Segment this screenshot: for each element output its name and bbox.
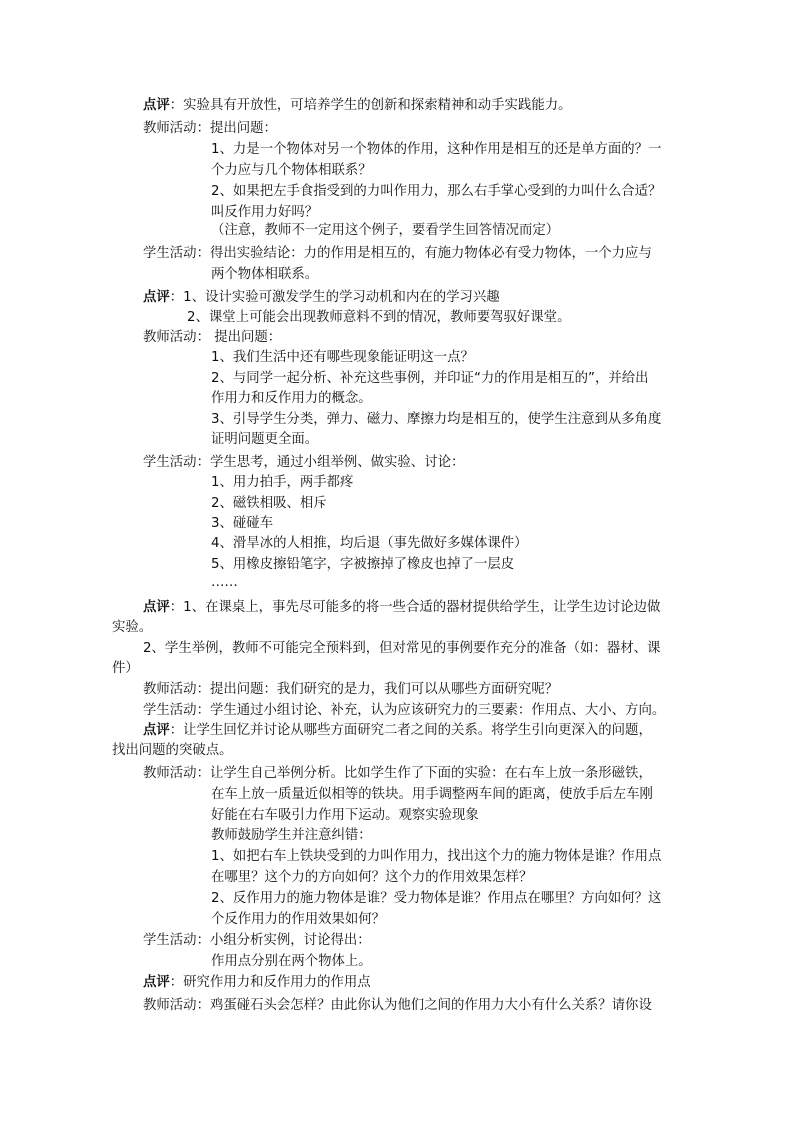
paragraph-line: 作用点分别在两个物体上。 — [211, 954, 372, 969]
paragraph-line: 2、课堂上可能会出现教师意料不到的情况，教师要驾驭好课堂。 — [187, 310, 571, 325]
teacher-activity-line — [143, 119, 277, 139]
comment-text: ：实验具有开放性，可培养学生的创新和探索精神和动手实践能力。 — [169, 98, 572, 113]
paragraph-line: 个反作用力的作用效果如何？ — [211, 912, 386, 927]
paragraph-line: 实验。 — [112, 620, 153, 635]
paragraph-line: 3、引导学生分类，弹力、磁力、摩擦力均是相互的，使学生注意到从多角度 — [211, 412, 662, 427]
comment-label: 点评 — [143, 600, 170, 615]
paragraph-line: 在车上放一质量近似相等的铁块。用手调整两车间的距离，使放手后左车刚 — [211, 787, 653, 802]
comment-line — [143, 598, 660, 618]
comment-line — [143, 721, 652, 741]
paragraph-line: （注意，教师不一定用这个例子，要看学生回答情况而定） — [211, 223, 560, 238]
teacher-activity-label: 教师活动 — [143, 330, 197, 345]
teacher-activity-text: ：提出问题： — [196, 121, 277, 136]
comment-text: ：1、设计实验可激发学生的学习动机和内在的学习兴趣 — [169, 290, 500, 305]
comment-text: ：研究作用力和反作用力的作用点 — [169, 975, 371, 990]
student-activity-line — [143, 931, 371, 951]
student-activity-line — [143, 244, 652, 264]
comment-label: 点评 — [143, 98, 170, 113]
student-activity-line — [143, 701, 665, 721]
paragraph-line: 在哪里？这个力的方向如何？这个力的作用效果怎样？ — [211, 870, 533, 885]
comment-text: ：让学生回忆并讨论从哪些方面研究二者之间的关系。将学生引向更深入的问题， — [169, 723, 652, 738]
teacher-activity-text: ：让学生自己举例分析。比如学生作了下面的实验：在右车上放一条形磁铁， — [196, 766, 652, 781]
student-activity-text: ：学生思考，通过小组举例、做实验、讨论： — [196, 455, 465, 470]
paragraph-line: 两个物体相联系。 — [211, 267, 319, 282]
list-item: 2、磁铁相吸、相斥 — [211, 496, 327, 511]
paragraph-line: 找出问题的突破点。 — [112, 743, 233, 758]
student-activity-text: ：学生通过小组讨论、补充，认为应该研究力的三要素：作用点、大小、方向。 — [196, 703, 666, 718]
paragraph-line: 2、反作用力的施力物体是谁？受力物体是谁？作用点在哪里？方向如何？这 — [211, 891, 662, 906]
comment-line — [143, 96, 572, 116]
student-activity-label: 学生活动 — [143, 703, 197, 718]
comment-label: 点评 — [143, 975, 170, 990]
comment-text: ：1、在课桌上，事先尽可能多的将一些合适的器材提供给学生，让学生边讨论边做 — [169, 600, 661, 615]
teacher-activity-label: 教师活动 — [143, 682, 197, 697]
student-activity-text: ：小组分析实例，讨论得出： — [196, 933, 371, 948]
teacher-activity-line — [143, 680, 558, 700]
comment-line — [143, 288, 500, 308]
paragraph-line: 个力应与几个物体相联系？ — [211, 163, 372, 178]
teacher-activity-label: 教师活动 — [143, 121, 197, 136]
student-activity-label: 学生活动 — [143, 933, 197, 948]
student-activity-line — [143, 453, 464, 473]
paragraph-line: 2、如果把左手食指受到的力叫作用力，那么右手掌心受到的力叫什么合适？ — [211, 184, 662, 199]
teacher-activity-text: ：提出问题：我们研究的是力，我们可以从哪些方面研究呢？ — [196, 682, 559, 697]
paragraph-line: 2、学生举例，教师不可能完全预料到，但对常见的事例要作充分的准备（如：器材、课 — [143, 641, 661, 656]
teacher-activity-text: ： 提出问题： — [196, 330, 282, 345]
teacher-activity-label: 教师活动 — [143, 998, 197, 1013]
paragraph-line: 好能在右车吸引力作用下运动。观察实验现象 — [211, 808, 479, 823]
paragraph-line: 1、力是一个物体对另一个物体的作用，这种作用是相互的还是单方面的？一 — [211, 142, 662, 157]
comment-line — [143, 973, 371, 993]
comment-label: 点评 — [143, 290, 170, 305]
list-item: 5、用橡皮擦铅笔字，字被擦掉了橡皮也掉了一层皮 — [211, 557, 515, 572]
teacher-activity-line — [143, 328, 281, 348]
paragraph-line: 1、我们生活中还有哪些现象能证明这一点？ — [211, 350, 474, 365]
comment-label: 点评 — [143, 723, 170, 738]
teacher-activity-line — [143, 996, 652, 1016]
student-activity-label: 学生活动 — [143, 246, 197, 261]
teacher-activity-text: ：鸡蛋碰石头会怎样？由此你认为他们之间的作用力大小有什么关系？请你设 — [196, 998, 652, 1013]
paragraph-line: 件） — [112, 661, 139, 676]
paragraph-line: 教师鼓励学生并注意纠错： — [211, 828, 372, 843]
teacher-activity-label: 教师活动 — [143, 766, 197, 781]
list-item: 3、碰碰车 — [211, 516, 274, 531]
student-activity-text: ：得出实验结论：力的作用是相互的，有施力物体必有受力物体，一个力应与 — [196, 246, 652, 261]
paragraph-line: 证明问题更全面。 — [211, 432, 319, 447]
paragraph-line: 2、与同学一起分析、补充这些事例，并印证“力的作用是相互的”，并给出 — [211, 371, 649, 386]
paragraph-line: 1、如把右车上铁块受到的力叫作用力，找出这个力的施力物体是谁？作用点 — [211, 849, 662, 864]
list-item: …… — [211, 575, 238, 590]
paragraph-line: 作用力和反作用力的概念。 — [211, 391, 372, 406]
list-item: 4、滑旱冰的人相推，均后退（事先做好多媒体课件） — [211, 536, 528, 551]
list-item: 1、用力拍手，两手都疼 — [211, 475, 354, 490]
teacher-activity-line — [143, 764, 652, 784]
student-activity-label: 学生活动 — [143, 455, 197, 470]
paragraph-line: 叫反作用力好吗？ — [211, 205, 319, 220]
